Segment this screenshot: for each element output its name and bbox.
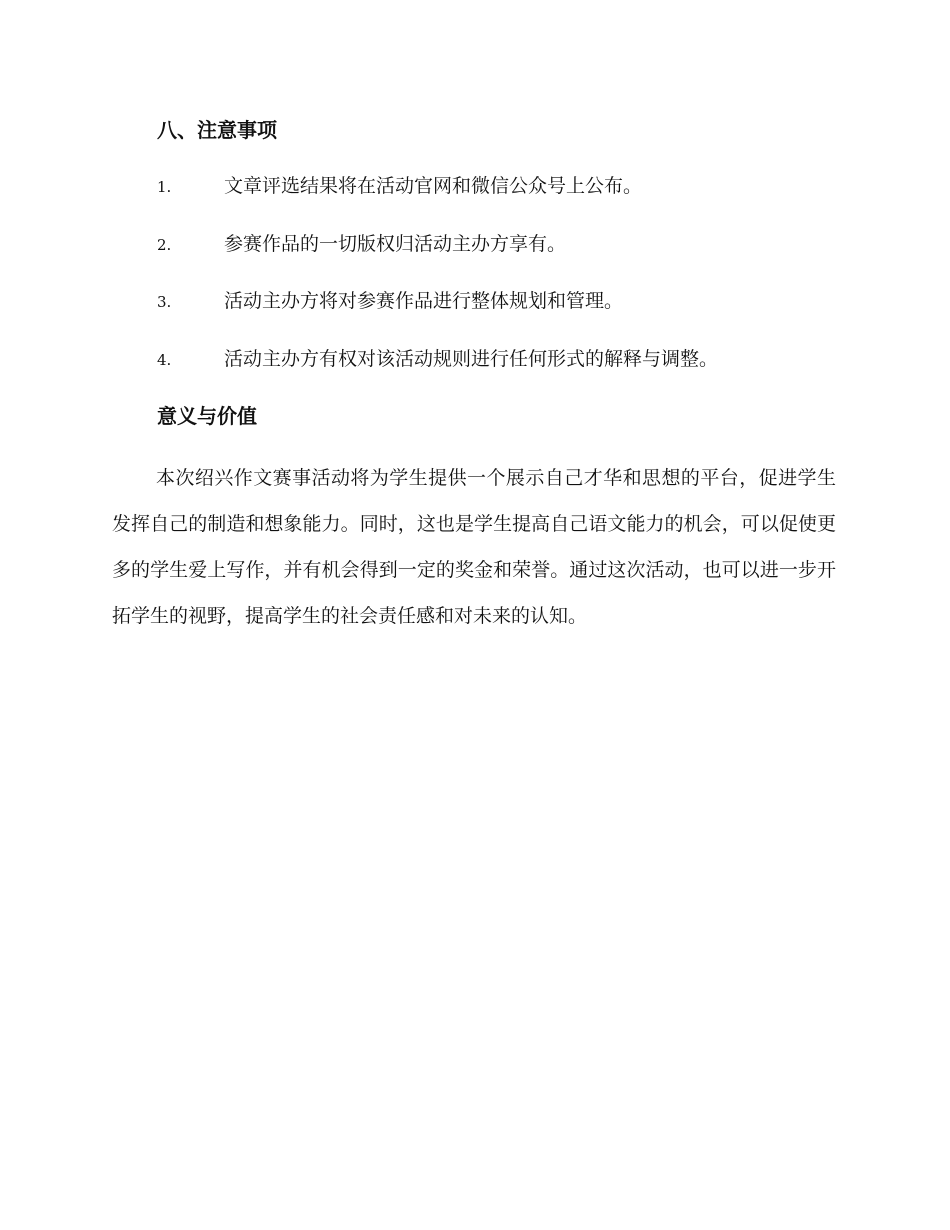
list-item xyxy=(157,172,857,230)
list-item-number: 2. xyxy=(157,235,172,254)
list-item-number: 1. xyxy=(157,178,172,196)
list-item xyxy=(157,287,857,345)
list-item-text: 文章评选结果将在活动官网和微信公众号上公布。 xyxy=(224,175,643,197)
notes-list xyxy=(157,172,857,402)
list-item-number: 3. xyxy=(157,293,172,311)
list-item-text: 活动主办方将对参赛作品进行整体规划和管理。 xyxy=(224,290,624,312)
list-item-text: 参赛作品的一切版权归活动主办方享有。 xyxy=(224,232,567,255)
list-item-number: 4. xyxy=(157,350,172,369)
section-heading-meaning: 意义与价值 xyxy=(157,404,257,428)
list-item-text: 活动主办方有权对该活动规则进行任何形式的解释与调整。 xyxy=(224,347,719,370)
list-item xyxy=(157,230,857,288)
section-heading-notes: 八、注意事项 xyxy=(157,118,277,142)
list-item xyxy=(157,345,857,403)
meaning-paragraph: 本次绍兴作文赛事活动将为学生提供一个展示自己才华和思想的平台，促进学生发挥自己的制造和想象能力。同时，这也是学生提高自己语文能力的机会，可以促使更多的学生爱上写作，并有机会得到一定的奖金和荣誉。通过这次活动，也可以进一步开拓学生的视野，提高学生的社会责任感和对未来的认知。 xyxy=(112,467,836,627)
